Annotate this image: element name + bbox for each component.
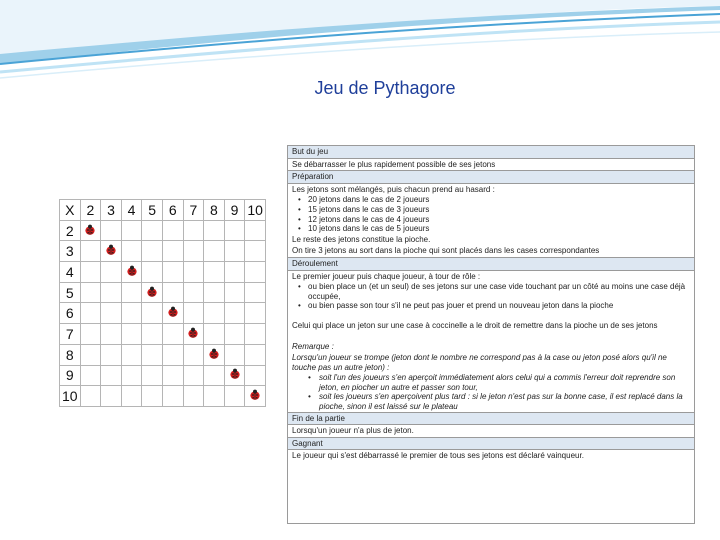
grid-cell (142, 344, 163, 365)
grid-cell (245, 324, 266, 345)
grid-row-header-cell: 8 (60, 344, 81, 365)
ladybug-icon (249, 388, 261, 400)
grid-cell (80, 282, 101, 303)
grid-cell (101, 344, 122, 365)
grid-cell (121, 262, 142, 283)
grid-cell (204, 220, 225, 241)
grid-header-cell: 8 (204, 200, 225, 221)
grid-cell (245, 344, 266, 365)
grid-cell (224, 282, 245, 303)
remarque-item: • soit les joueurs s'en aperçoivent plus tard : si le jeton n'est pas sur la bonne case, il est replacé dans la pioche, sinon il est laissé sur le plateau (288, 392, 694, 411)
grid-row-header-cell: 7 (60, 324, 81, 345)
grid-row-header-cell: 3 (60, 241, 81, 262)
grid-header-cell: 4 (121, 200, 142, 221)
fin-text: Lorsqu'un joueur n'a plus de jeton. (292, 426, 414, 436)
deroulement-intro: Le premier joueur puis chaque joueur, à tour de rôle : (292, 271, 481, 281)
grid-cell (142, 365, 163, 386)
deroulement-item: • ou bien passe son tour s'il ne peut pas jouer et prend un nouveau jeton dans la pioche (288, 301, 694, 311)
grid-header-cell: 9 (224, 200, 245, 221)
grid-cell (224, 344, 245, 365)
deroulement-line: Celui qui place un jeton sur une case à coccinelle a le droit de remettre dans la pioche un de ses jetons (292, 320, 658, 330)
grid-cell (204, 324, 225, 345)
grid-row-header-cell: 9 (60, 365, 81, 386)
preparation-line: On tire 3 jetons au sort dans la pioche qui sont placés dans les cases correspondantes (292, 246, 600, 256)
grid-cell (204, 344, 225, 365)
grid-cell (142, 262, 163, 283)
grid-cell (162, 344, 183, 365)
grid-cell (121, 386, 142, 407)
grid-row (60, 386, 266, 407)
grid-cell (162, 386, 183, 407)
grid-header-cell: X (60, 200, 81, 221)
grid-cell (80, 386, 101, 407)
grid-row (60, 324, 266, 345)
grid-cell (245, 220, 266, 241)
grid-cell (142, 282, 163, 303)
grid-cell (101, 262, 122, 283)
grid-cell (142, 303, 163, 324)
remarque-item: • soit l'un des joueurs s'en aperçoit immédiatement alors celui qui a commis l'erreur doit reprendre son jeton, en piocher un autre et passer son tour, (288, 373, 694, 392)
grid-cell (245, 282, 266, 303)
ladybug-icon (187, 326, 199, 338)
deroulement-item: • ou bien place un (et un seul) de ses jetons sur une case vide touchant par un côté au moins une case déjà occupée, (288, 282, 694, 301)
section-gagnant-title: Gagnant (288, 437, 694, 451)
grid-row (60, 365, 266, 386)
rules-table (287, 145, 695, 524)
grid-cell (121, 282, 142, 303)
grid-cell (162, 241, 183, 262)
ladybug-icon (167, 305, 179, 317)
grid-cell (245, 303, 266, 324)
grid-cell (224, 365, 245, 386)
grid-cell (245, 365, 266, 386)
grid-cell (142, 386, 163, 407)
grid-cell (224, 386, 245, 407)
grid-cell (80, 324, 101, 345)
grid-cell (224, 241, 245, 262)
grid-cell (183, 386, 204, 407)
grid-cell (204, 386, 225, 407)
grid-row (60, 262, 266, 283)
grid-cell (162, 262, 183, 283)
grid-cell (80, 241, 101, 262)
grid-cell (183, 262, 204, 283)
section-fin-title: Fin de la partie (288, 412, 694, 426)
grid-cell (101, 324, 122, 345)
grid-cell (80, 344, 101, 365)
ladybug-icon (105, 243, 117, 255)
grid-cell (162, 303, 183, 324)
grid-cell (183, 220, 204, 241)
grid-row (60, 241, 266, 262)
grid-cell (101, 241, 122, 262)
grid-cell (224, 303, 245, 324)
grid-cell (101, 303, 122, 324)
grid-row (60, 282, 266, 303)
gagnant-text: Le joueur qui s'est débarrassé le premier de tous ses jetons est déclaré vainqueur. (292, 451, 584, 461)
grid-cell (204, 303, 225, 324)
grid-row-header-cell: 4 (60, 262, 81, 283)
grid-cell (80, 365, 101, 386)
grid-cell (142, 324, 163, 345)
ladybug-icon (146, 285, 158, 297)
grid-header-cell: 6 (162, 200, 183, 221)
grid-cell (245, 386, 266, 407)
remarque-text: Lorsqu'un joueur se trompe (jeton dont le nombre ne correspond pas à la case ou jeton posé alors qu'il ne touche pas un autre jeton) : (292, 353, 667, 372)
grid-header-cell: 2 (80, 200, 101, 221)
grid-row-header-cell: 2 (60, 220, 81, 241)
grid-cell (162, 282, 183, 303)
grid-cell (101, 386, 122, 407)
grid-cell (183, 365, 204, 386)
ladybug-icon (126, 264, 138, 276)
grid-header-cell: 5 (142, 200, 163, 221)
but-text: Se débarrasser le plus rapidement possible de ses jetons (292, 159, 496, 169)
section-deroulement-title: Déroulement (288, 257, 694, 271)
grid-cell (183, 303, 204, 324)
grid-row (60, 220, 266, 241)
grid-cell (204, 241, 225, 262)
grid-cell (183, 282, 204, 303)
grid-cell (224, 220, 245, 241)
grid-cell (121, 344, 142, 365)
remarque-title: Remarque : (292, 341, 334, 351)
grid-cell (204, 365, 225, 386)
ladybug-icon (84, 223, 96, 235)
grid-cell (121, 365, 142, 386)
grid-row (60, 344, 266, 365)
grid-cell (101, 365, 122, 386)
ladybug-icon (229, 367, 241, 379)
ladybug-icon (208, 347, 220, 359)
grid-header-cell: 7 (183, 200, 204, 221)
preparation-item: • 12 jetons dans le cas de 4 joueurs (288, 215, 694, 225)
grid-cell (121, 324, 142, 345)
grid-cell (80, 220, 101, 241)
grid-cell (204, 262, 225, 283)
grid-cell (121, 303, 142, 324)
grid-row-header-cell: 10 (60, 386, 81, 407)
grid-cell (245, 262, 266, 283)
grid-cell (142, 241, 163, 262)
grid-cell (162, 324, 183, 345)
preparation-item: • 15 jetons dans le cas de 3 joueurs (288, 205, 694, 215)
grid-cell (245, 241, 266, 262)
grid-row-header-cell: 6 (60, 303, 81, 324)
grid-header-cell: 3 (101, 200, 122, 221)
grid-header-cell: 10 (245, 200, 266, 221)
grid-cell (224, 262, 245, 283)
grid-cell (121, 241, 142, 262)
section-preparation-title: Préparation (288, 170, 694, 184)
preparation-line: Le reste des jetons constitue la pioche. (292, 234, 431, 244)
grid-cell (204, 282, 225, 303)
grid-cell (80, 303, 101, 324)
section-but-title: But du jeu (288, 146, 694, 159)
slide-title: Jeu de Pythagore (314, 78, 456, 98)
multiplication-grid (59, 199, 266, 407)
grid-cell (162, 365, 183, 386)
grid-row (60, 303, 266, 324)
grid-row-header-cell: 5 (60, 282, 81, 303)
grid-cell (142, 220, 163, 241)
grid-cell (121, 220, 142, 241)
grid-header-row (60, 200, 266, 221)
grid-cell (183, 344, 204, 365)
grid-cell (101, 220, 122, 241)
grid-cell (80, 262, 101, 283)
grid-cell (162, 220, 183, 241)
preparation-intro: Les jetons sont mélangés, puis chacun prend au hasard : (292, 184, 495, 194)
grid-cell (183, 324, 204, 345)
grid-cell (224, 324, 245, 345)
grid-cell (183, 241, 204, 262)
preparation-item: • 10 jetons dans le cas de 5 joueurs (288, 224, 694, 234)
grid-cell (101, 282, 122, 303)
preparation-item: • 20 jetons dans le cas de 2 joueurs (288, 195, 694, 205)
